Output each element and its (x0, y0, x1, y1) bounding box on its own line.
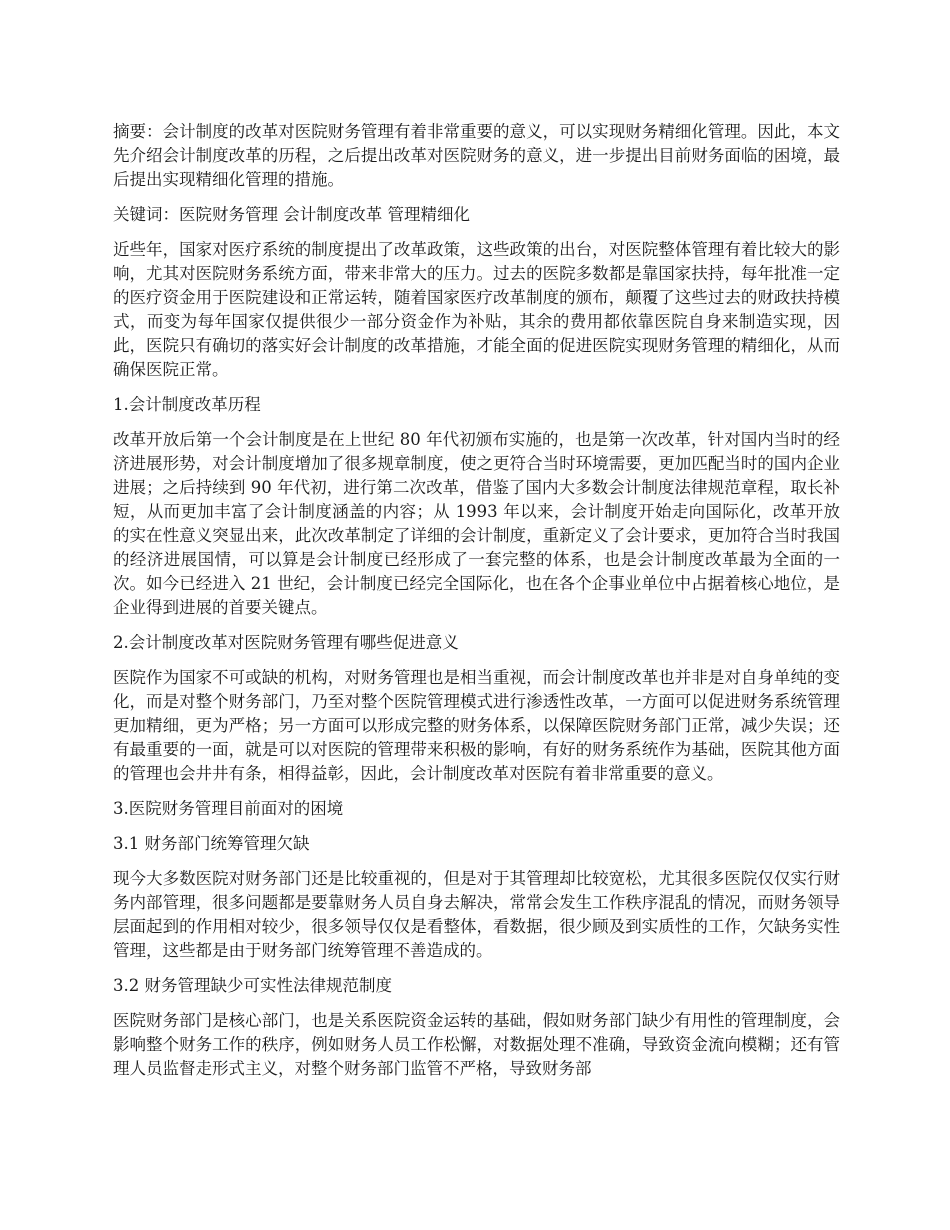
section-3-2-body: 医院财务部门是核心部门，也是关系医院资金运转的基础，假如财务部门缺少有用性的管理制度，会影响整个财务工作的秩序，例如财务人员工作松懈，对数据处理不准确，导致资金流向模糊；还有管理人员监督走形式主义，对整个财务部门监管不严格，导致财务部 (113, 1011, 840, 1078)
section-3-heading: 3.医院财务管理目前面对的困境 (113, 799, 344, 818)
section-2-heading: 2.会计制度改革对医院财务管理有哪些促进意义 (113, 633, 459, 652)
keywords-paragraph: 关键词：医院财务管理 会计制度改革 管理精细化 (113, 205, 470, 224)
section-3-1-heading: 3.1 财务部门统筹管理欠缺 (113, 834, 310, 853)
section-1-heading: 1.会计制度改革历程 (113, 395, 261, 414)
section-2-body: 医院作为国家不可或缺的机构，对财务管理也是相当重视，而会计制度改革也并非是对自身单纯的变化，而是对整个财务部门，乃至对整个医院管理模式进行渗透性改革，一方面可以促进财务系统管理更加精细，更为严格；另一方面可以形成完整的财务体系，以保障医院财务部门正常，减少失误；还有最重要的一面，就是可以对医院的管理带来积极的影响，有好的财务系统作为基础，医院其他方面的管理也会井井有条，相得益彰，因此，会计制度改革对医院有着非常重要的意义。 (113, 668, 840, 783)
intro-paragraph: 近些年，国家对医疗系统的制度提出了改革政策，这些政策的出台，对医院整体管理有着比较大的影响，尤其对医院财务系统方面，带来非常大的压力。过去的医院多数都是靠国家扶持，每年批准一定的医疗资金用于医院建设和正常运转，随着国家医疗改革制度的颁布，颠覆了这些过去的财政扶持模式，而变为每年国家仅提供很少一部分资金作为补贴，其余的费用都依靠医院自身来制造实现，因此，医院只有确切的落实好会计制度的改革措施，才能全面的促进医院实现财务管理的精细化，从而确保医院正常。 (113, 240, 840, 379)
section-3-2-heading: 3.2 财务管理缺少可实性法律规范制度 (113, 976, 392, 995)
section-1-body: 改革开放后第一个会计制度是在上世纪 80 年代初颁布实施的，也是第一次改革，针对国内当时的经济进展形势，对会计制度增加了很多规章制度，使之更符合当时环境需要，更加匹配当时的国内企业进展；之后持续到 90 年代初，进行第二次改革，借鉴了国内大多数会计制度法律规范章程，取长补短，从而更加丰富了会计制度涵盖的内容；从 1993 年以来，会计制度开始走向国际化，改革开放的实在性意义突显出来，此次改革制定了详细的会计制度，重新定义了会计要求，更加符合当时我国的经济进展国情，可以算是会计制度已经形成了一套完整的体系，也是会计制度改革最为全面的一次。如今已经进入 21 世纪，会计制度已经完全国际化，也在各个企事业单位中占据着核心地位，是企业得到进展的首要关键点。 (113, 430, 840, 617)
section-3-1-body: 现今大多数医院对财务部门还是比较重视的，但是对于其管理却比较宽松，尤其很多医院仅仅实行财务内部管理，很多问题都是要靠财务人员自身去解决，常常会发生工作秩序混乱的情况，而财务领导层面起到的作用相对较少，很多领导仅仅是看整体，看数据，很少顾及到实质性的工作，欠缺务实性管理，这些都是由于财务部门统筹管理不善造成的。 (113, 869, 840, 960)
abstract-paragraph: 摘要：会计制度的改革对医院财务管理有着非常重要的意义，可以实现财务精细化管理。因此，本文先介绍会计制度改革的历程，之后提出改革对医院财务的意义，进一步提出目前财务面临的困境，最后提出实现精细化管理的措施。 (113, 122, 840, 189)
document-content (113, 120, 840, 1092)
